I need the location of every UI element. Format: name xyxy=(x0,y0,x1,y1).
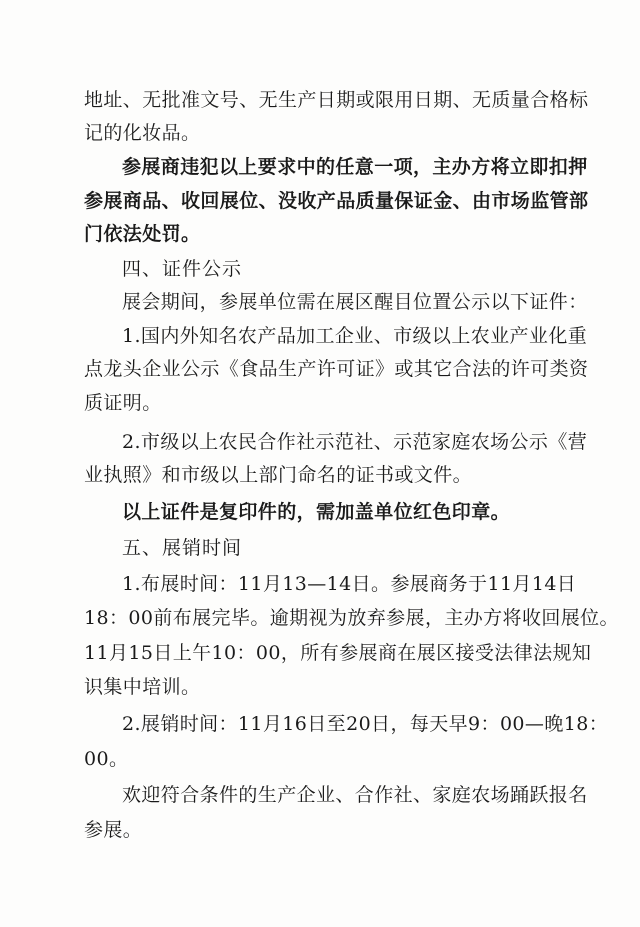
body-text-line: 门依法处罚。 xyxy=(84,223,201,245)
body-text-line: 11月15日上午10：00，所有参展商在展区接受法律法规知 xyxy=(84,642,592,664)
body-text-line: 1.布展时间：11月13—14日。参展商务于11月14日 xyxy=(122,573,577,595)
body-text-line: 2.展销时间：11月16日至20日，每天早9：00—晚18： xyxy=(122,713,609,735)
section-heading-certificates: 四、证件公示 xyxy=(122,258,243,280)
body-text-line: 2.市级以上农民合作社示范社、示范家庭农场公示《营 xyxy=(122,431,588,453)
body-text-line: 参展商违犯以上要求中的任意一项，主办方将立即扣押 xyxy=(122,156,588,178)
body-text-line: 1.国内外知名农产品加工企业、市级以上农业产业化重 xyxy=(122,325,588,347)
body-text-line: 展会期间，参展单位需在展区醒目位置公示以下证件： xyxy=(122,291,588,313)
section-heading-sales-time: 五、展销时间 xyxy=(122,537,243,559)
body-text-line: 质证明。 xyxy=(84,392,162,414)
body-text-line: 参展。 xyxy=(84,819,143,841)
body-text-line: 以上证件是复印件的，需加盖单位红色印章。 xyxy=(122,501,511,523)
body-text-line: 记的化妆品。 xyxy=(84,122,201,144)
body-text-line: 点龙头企业公示《食品生产许可证》或其它合法的许可类资 xyxy=(84,358,589,380)
body-text-line: 参展商品、收回展位、没收产品质量保证金、由市场监管部 xyxy=(84,190,589,212)
body-text-line: 00。 xyxy=(84,748,129,770)
body-text-line: 地址、无批准文号、无生产日期或限用日期、无质量合格标 xyxy=(84,89,589,111)
body-text-line: 欢迎符合条件的生产企业、合作社、家庭农场踊跃报名 xyxy=(122,784,588,806)
body-text-line: 识集中培训。 xyxy=(84,676,201,698)
body-text-line: 18：00前布展完毕。逾期视为放弃参展，主办方将收回展位。 xyxy=(84,607,619,629)
body-text-line: 业执照》和市级以上部门命名的证书或文件。 xyxy=(84,464,473,486)
